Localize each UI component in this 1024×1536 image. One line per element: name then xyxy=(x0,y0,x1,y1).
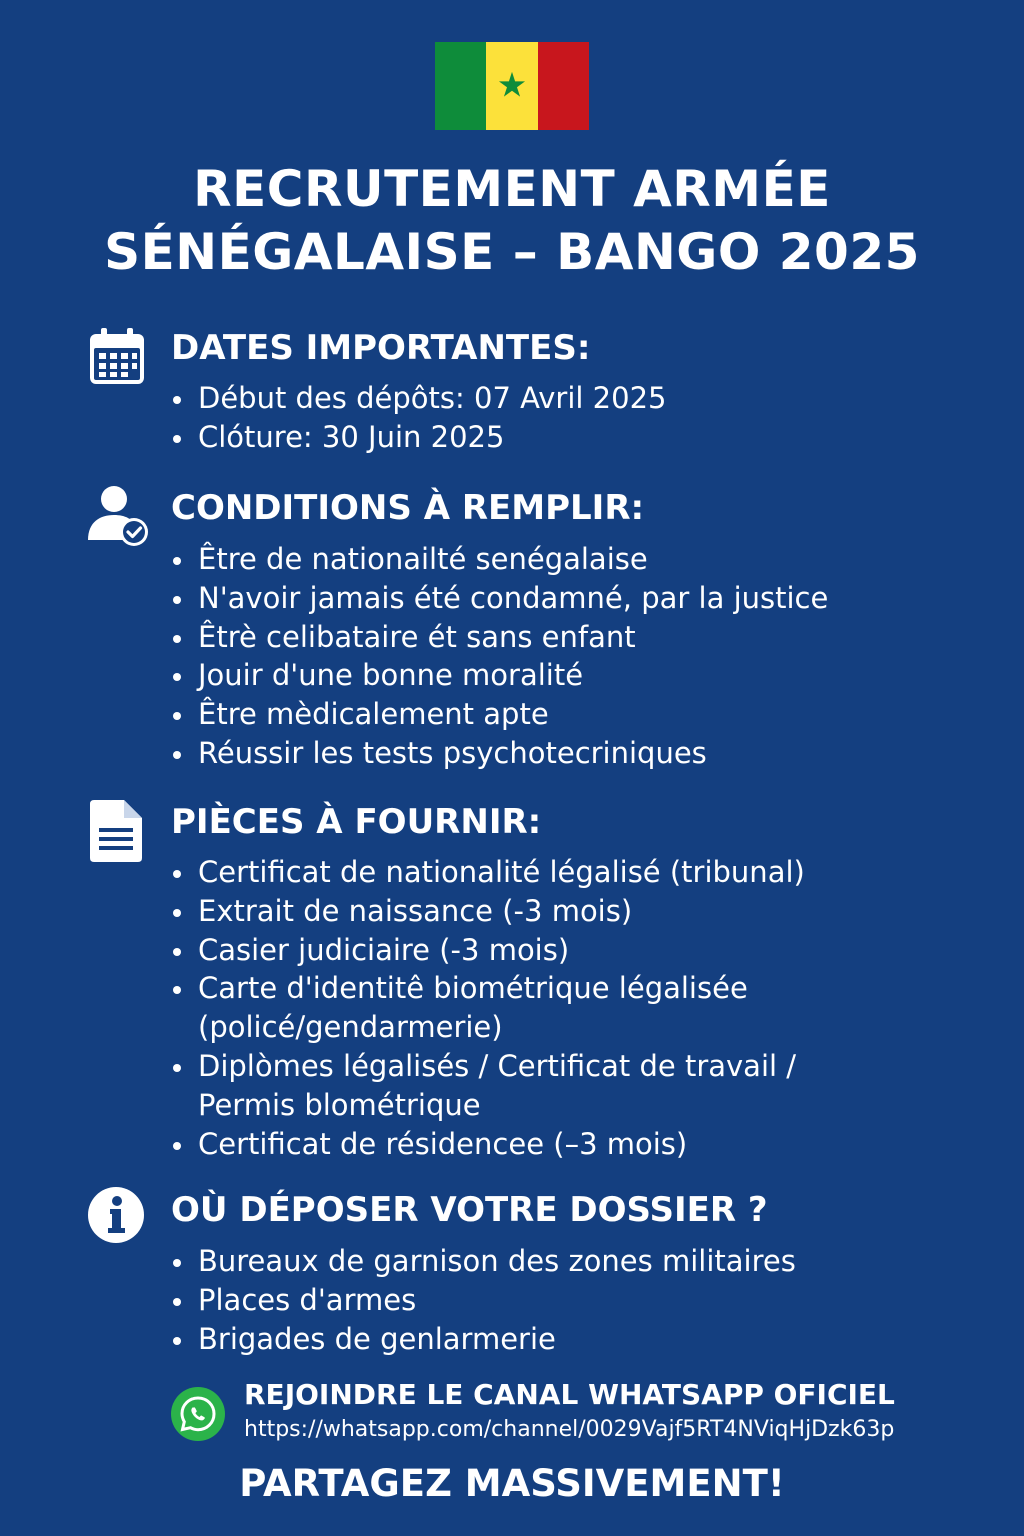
flag-red-stripe xyxy=(538,42,589,130)
list-item-continuation: (policé/gendarmerie) xyxy=(198,1010,503,1045)
list-item-text: Diplòmes légalisés / Certificat de travail / xyxy=(198,1048,797,1083)
flag-green-stripe xyxy=(435,42,486,130)
dates-list xyxy=(171,379,666,457)
deposit-heading: OÙ DÉPOSER VOTRE DOSSIER ? xyxy=(171,1190,768,1230)
calendar-icon xyxy=(86,326,148,388)
list-item: Début des dépôts: 07 Avril 2025 xyxy=(171,379,666,418)
list-item: Brigades de genlarmerie xyxy=(171,1320,796,1359)
document-icon xyxy=(86,798,148,860)
title-line-2: SÉNÉGALAISE – BANGO 2025 xyxy=(104,223,920,281)
whatsapp-icon[interactable] xyxy=(170,1386,226,1442)
senegal-flag xyxy=(435,42,589,130)
list-item: Réussir les tests psychotecriniques xyxy=(171,734,828,773)
title-line-1: RECRUTEMENT ARMÉE xyxy=(193,160,831,218)
conditions-heading: CONDITIONS À REMPLIR: xyxy=(171,488,645,528)
info-icon xyxy=(86,1185,148,1247)
flag-yellow-stripe xyxy=(486,42,537,130)
whatsapp-channel-title: REJOINDRE LE CANAL WHATSAPP OFICIEL xyxy=(244,1378,895,1411)
list-item: N'avoir jamais été condamné, par la justice xyxy=(171,579,828,618)
whatsapp-channel-link[interactable]: https://whatsapp.com/channel/0029Vajf5RT4NViqHjDzk63p xyxy=(244,1417,895,1442)
dates-heading: DATES IMPORTANTES: xyxy=(171,328,591,368)
star-icon: ★ xyxy=(496,65,528,106)
footer-callout: PARTAGEZ MASSIVEMENT! xyxy=(239,1462,785,1505)
list-item: Certificat de nationalité légalisé (tribunal) xyxy=(171,853,805,892)
list-item: Être de nationailté senégalaise xyxy=(171,540,828,579)
list-item: Êtrè celibataire ét sans enfant xyxy=(171,618,828,657)
user-check-icon xyxy=(86,484,148,546)
list-item-text: Carte d'identitê biométrique légalisée xyxy=(198,971,748,1006)
list-item-continuation: Permis blométrique xyxy=(198,1087,481,1122)
list-item: Casier judiciaire (-3 mois) xyxy=(171,931,805,970)
list-item: Extrait de naissance (-3 mois) xyxy=(171,892,805,931)
list-item: Bureaux de garnison des zones militaires xyxy=(171,1242,796,1281)
list-item: Clóture: 30 Juin 2025 xyxy=(171,418,666,457)
documents-heading: PIÈCES À FOURNIR: xyxy=(171,802,542,842)
deposit-list xyxy=(171,1242,796,1358)
list-item: Être mèdicalement apte xyxy=(171,695,828,734)
list-item: Certificat de résidencee (–3 mois) xyxy=(171,1125,805,1164)
list-item: Jouir d'une bonne moralité xyxy=(171,656,828,695)
documents-list xyxy=(171,853,805,1163)
list-item xyxy=(171,969,805,1047)
list-item xyxy=(171,1047,805,1125)
conditions-list xyxy=(171,540,828,773)
page-title xyxy=(0,158,1024,284)
list-item: Places d'armes xyxy=(171,1281,796,1320)
